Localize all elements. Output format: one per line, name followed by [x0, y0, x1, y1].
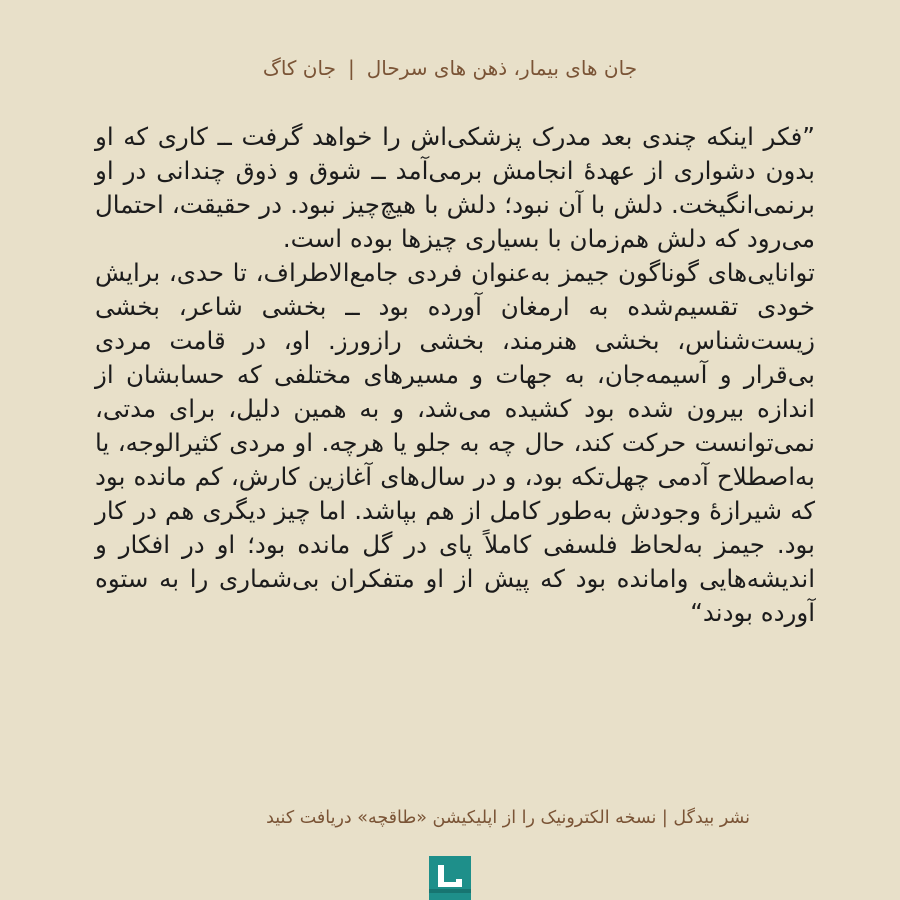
header-separator: | [347, 56, 355, 80]
author-name: جان کاگ [262, 56, 336, 80]
quote-paragraph-2: توانایی‌های گوناگون جیمز به‌عنوان فردی جامع‌الاطراف، تا حدی، برایش خودی تقسیم‌شده به ارمغان آورده بود ــ بخشی شاعر، بخشی زیست‌شناس، بخشی هنرمند، بخشی رازورز. او، در قامت مردی بی‌قرار و آسیمه‌جان، به جهات و مسیرهای مختلفی که حسابشان از اندازه بیرون شده بود کشیده می‌شد، و به همین دلیل، برای مدتی، نمی‌توانست حرکت کند، حال چه به جلو یا هرچه. او مردی کثیرالوجه، یا به‌اصطلاح آدمی چهل‌تکه بود، و در سال‌های آغازین کارش، کم مانده بود که شیرازهٔ وجودش به‌طور کامل از هم بپاشد. اما چیز دیگری هم در کار بود. جیمز به‌لحاظ فلسفی کاملاً پای در گل مانده بود؛ او در افکار و اندیشه‌هایی وامانده بود که پیش از او متفکران بی‌شماری را به ستوه آورده بودند“ [95, 258, 815, 627]
taaghche-logo-icon[interactable] [429, 856, 471, 900]
book-title: جان های بیمار، ذهن های سرحال [366, 56, 638, 80]
publisher-footer: نشر بیدگل | نسخه الکترونیک را از اپلیکیشن «طاقچه» دریافت کنید [266, 808, 750, 828]
book-header [0, 48, 900, 88]
quote-paragraph-1: ”فکر اینکه چندی بعد مدرک پزشکی‌اش را خواهد گرفت ــ کاری که او بدون دشواری از عهدهٔ انجامش برمی‌آمد ــ شوق و ذوق چندانی در او برنمی‌انگیخت. دلش با آن نبود؛ دلش با هیچ‌چیز نبود. در حقیقت، احتمال می‌رود که دلش هم‌زمان با بسیاری چیزها بوده است. [95, 122, 815, 253]
quote-body [95, 120, 815, 630]
taaghche-logo-glyph [429, 856, 471, 900]
